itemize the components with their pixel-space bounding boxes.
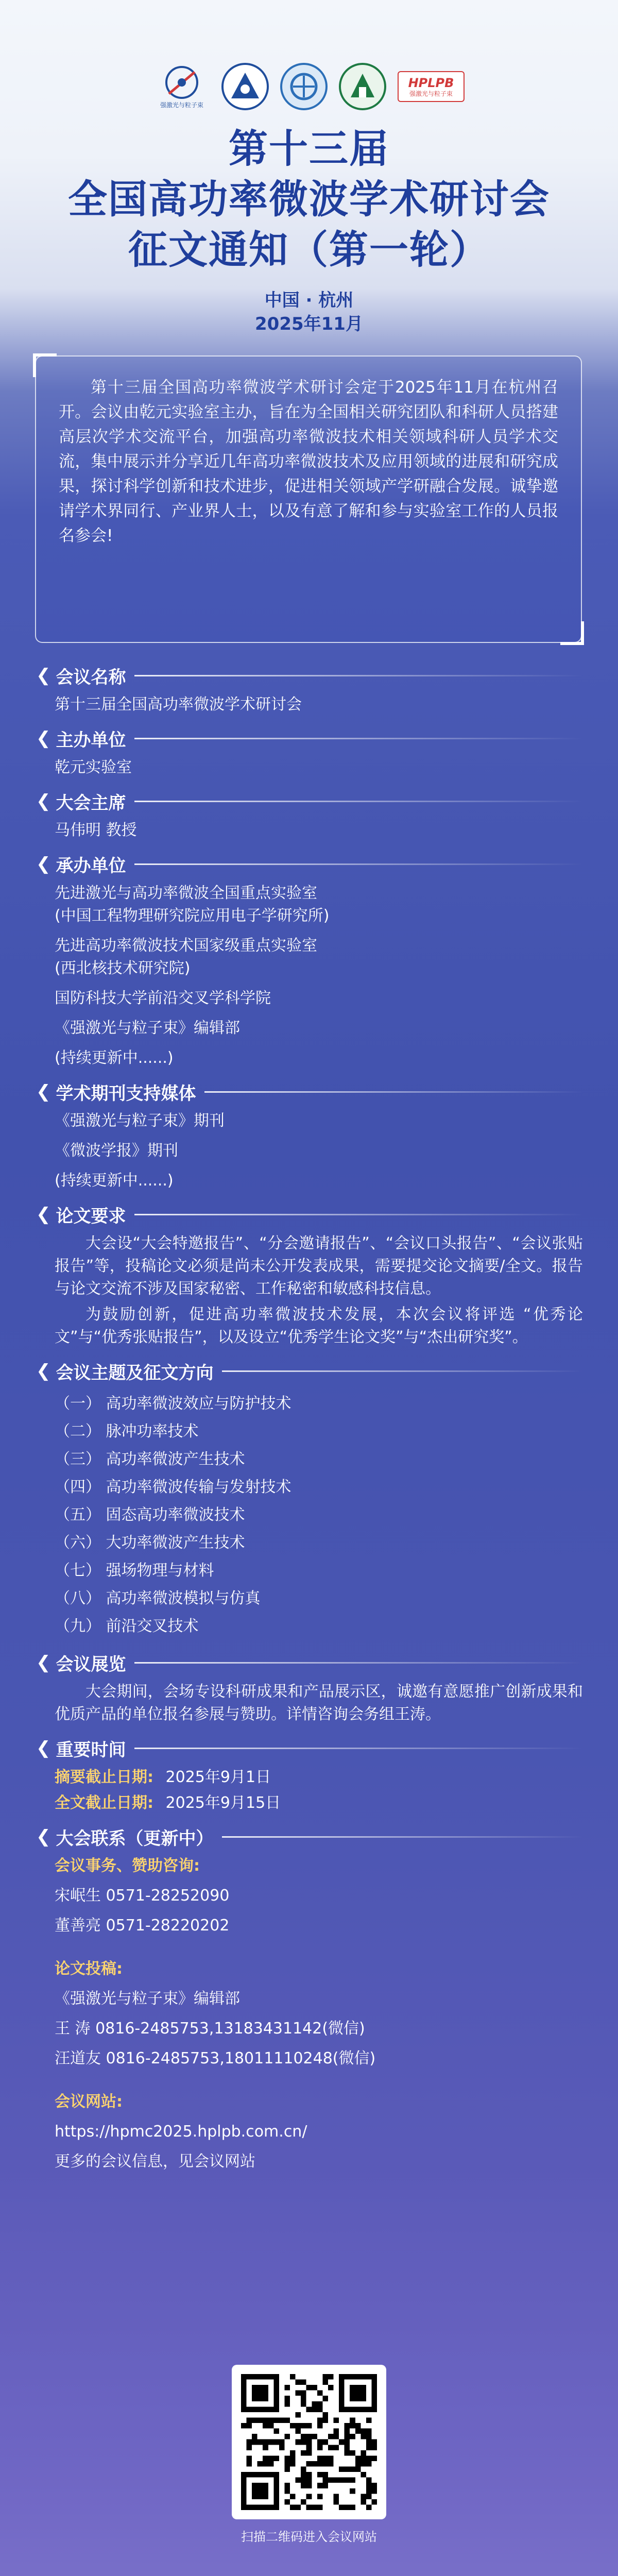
chevron-left-icon: ❮: [36, 791, 51, 811]
divider: [134, 1662, 583, 1664]
page-title: [0, 124, 618, 275]
section-line: 乾元实验室: [55, 758, 132, 776]
contact-line: 宋岷生 0571-28252090: [55, 1887, 230, 1905]
section-title: 大会联系（更新中）: [56, 1828, 214, 1849]
section-line: 《微波学报》期刊: [55, 1142, 178, 1160]
section-line: (中国工程物理研究院应用电子学研究所): [55, 907, 330, 925]
contact-line: 董善亮 0571-28220202: [55, 1917, 230, 1935]
divider: [134, 1214, 583, 1215]
section-title: 会议名称: [56, 667, 126, 688]
contact-submission-label: 论文投稿:: [55, 1960, 123, 1978]
divider: [222, 1370, 583, 1372]
divider: [204, 1091, 583, 1093]
section-title: 会议主题及征文方向: [56, 1362, 214, 1383]
date-text: 2025年11月: [255, 314, 363, 334]
date-label: 摘要截止日期:: [55, 1768, 153, 1786]
divider: [134, 863, 583, 865]
contact-line: 汪道友 0816-2485753,18011110248(微信): [55, 2049, 376, 2067]
section-paragraph: 大会期间，会场专设科研成果和产品展示区，诚邀有意愿推广创新成果和优质产品的单位报名参展与赞助。详情咨询会务组王涛。: [55, 1683, 583, 1723]
date-row: [55, 1792, 583, 1815]
chevron-left-icon: ❮: [36, 1738, 51, 1758]
date-label: 全文截止日期:: [55, 1794, 153, 1812]
chevron-left-icon: ❮: [36, 1361, 51, 1381]
list-item: （二） 脉冲功率技术: [55, 1422, 199, 1440]
section-title: 重要时间: [56, 1739, 126, 1760]
divider: [134, 1748, 583, 1749]
institute-logo-3: [339, 63, 386, 110]
title-line-2: 全国高功率微波学术研讨会: [68, 176, 550, 222]
section-paragraph: 为鼓励创新，促进高功率微波技术发展，本次会议将评选 “优秀论文”与“优秀张贴报告”，以及设立“优秀学生论文奖”与“杰出研究奖”。: [55, 1306, 583, 1346]
location-text: 中国 · 杭州: [264, 290, 354, 311]
chevron-left-icon: ❮: [36, 665, 51, 686]
section-header-exhibition: [36, 1648, 583, 1677]
section-header-journals: [36, 1077, 583, 1107]
section-line: 先进激光与高功率微波全国重点实验室: [55, 884, 317, 902]
section-header-dates: [36, 1733, 583, 1763]
list-item: （七） 强场物理与材料: [55, 1562, 214, 1580]
section-line: (持续更新中......): [55, 1049, 174, 1067]
title-line-3: 征文通知（第一轮）: [128, 227, 490, 273]
subtitle: [0, 289, 618, 336]
intro-text: 第十三届全国高功率微波学术研讨会定于2025年11月在杭州召开。会议由乾元实验室主办，旨在为全国相关研究团队和科研人员搭建高层次学术交流平台，加强高功率微波技术相关领域科研人员学术交流，集中展示并分享近几年高功率微波技术及应用领域的进展和研究成果，探讨科学创新和技术进步，促进相关领域产学研融合发展。诚挚邀请学术界同行、产业界人士，以及有意了解和参与实验室工作的人员报名参会!: [59, 378, 558, 545]
chevron-left-icon: ❮: [36, 1652, 51, 1673]
section-line: 先进高功率微波技术国家级重点实验室: [55, 937, 317, 955]
section-title: 大会主席: [56, 792, 126, 814]
date-row: [55, 1766, 583, 1789]
qr-code-icon: [241, 2374, 377, 2510]
list-item: （五） 固态高功率微波技术: [55, 1506, 245, 1524]
qr-caption: 扫描二维码进入会议网站: [241, 2530, 377, 2544]
list-item: （八） 高功率微波模拟与仿真: [55, 1589, 261, 1607]
section-title: 学术期刊支持媒体: [56, 1083, 196, 1104]
section-line: 《强激光与粒子束》期刊: [55, 1112, 225, 1130]
list-item: （一） 高功率微波效应与防护技术: [55, 1395, 291, 1413]
section-line: 国防科技大学前沿交叉学科学院: [55, 989, 271, 1007]
list-item: （三） 高功率微波产生技术: [55, 1450, 245, 1468]
chevron-left-icon: ❮: [36, 1204, 51, 1225]
chevron-left-icon: ❮: [36, 854, 51, 874]
website-link[interactable]: https://hpmc2025.hplpb.com.cn/: [55, 2123, 307, 2141]
contact-website-label: 会议网站:: [55, 2093, 123, 2111]
list-item: （九） 前沿交叉技术: [55, 1617, 199, 1635]
divider: [134, 675, 583, 676]
logo-row: [0, 61, 618, 112]
list-item: （六） 大功率微波产生技术: [55, 1534, 245, 1552]
chevron-left-icon: ❮: [36, 1826, 51, 1847]
date-value: 2025年9月15日: [165, 1794, 281, 1812]
hplpb-logo: [153, 63, 210, 110]
contact-line: 《强激光与粒子束》编辑部: [55, 1990, 240, 2008]
section-header-requirements: [36, 1199, 583, 1229]
contact-affairs-label: 会议事务、赞助咨询:: [55, 1857, 200, 1875]
section-line: 《强激光与粒子束》编辑部: [55, 1019, 240, 1037]
institute-logo-2: [280, 63, 328, 110]
section-header-topics: [36, 1356, 583, 1386]
section-line: 马伟明 教授: [55, 821, 137, 839]
qr-code-block: [232, 2365, 386, 2545]
section-header-host: [36, 723, 583, 753]
institute-logo-1: [221, 63, 269, 110]
section-header-name: [36, 660, 583, 690]
divider: [134, 801, 583, 802]
topic-list: [55, 1390, 583, 1640]
svg-text:强激光与粒子束: 强激光与粒子束: [160, 101, 204, 109]
section-title: 论文要求: [56, 1206, 126, 1227]
date-value: 2025年9月1日: [165, 1768, 271, 1786]
section-header-contact: [36, 1822, 583, 1852]
section-line: (持续更新中......): [55, 1172, 174, 1190]
section-line: 第十三届全国高功率微波学术研讨会: [55, 696, 302, 714]
section-title: 承办单位: [56, 855, 126, 876]
chevron-left-icon: ❮: [36, 728, 51, 749]
section-header-organizers: [36, 849, 583, 879]
website-note: 更多的会议信息，见会议网站: [55, 2153, 255, 2171]
section-header-chair: [36, 786, 583, 816]
section-line: (西北核技术研究院): [55, 959, 191, 977]
list-item: （四） 高功率微波传输与发射技术: [55, 1478, 291, 1496]
divider: [222, 1836, 583, 1838]
qr-code[interactable]: [232, 2365, 386, 2519]
divider: [134, 738, 583, 739]
section-title: 主办单位: [56, 730, 126, 751]
intro-box: [35, 355, 582, 643]
chevron-left-icon: ❮: [36, 1081, 51, 1102]
contact-line: 王 涛 0816-2485753,13183431142(微信): [55, 2020, 365, 2038]
section-paragraph: 大会设“大会特邀报告”、“分会邀请报告”、“会议口头报告”、“会议张贴报告”等，投稿论文必须是尚未公开发表成果，需要提交论文摘要/全文。报告与论文交流不涉及国家秘密、工作秘密和敏感科技信息。: [55, 1234, 583, 1298]
hplpb-brand-logo: HPLPB 强激光与粒子束: [398, 71, 465, 102]
section-title: 会议展览: [56, 1654, 126, 1675]
content: [36, 653, 583, 2176]
title-line-1: 第十三届: [229, 126, 389, 172]
